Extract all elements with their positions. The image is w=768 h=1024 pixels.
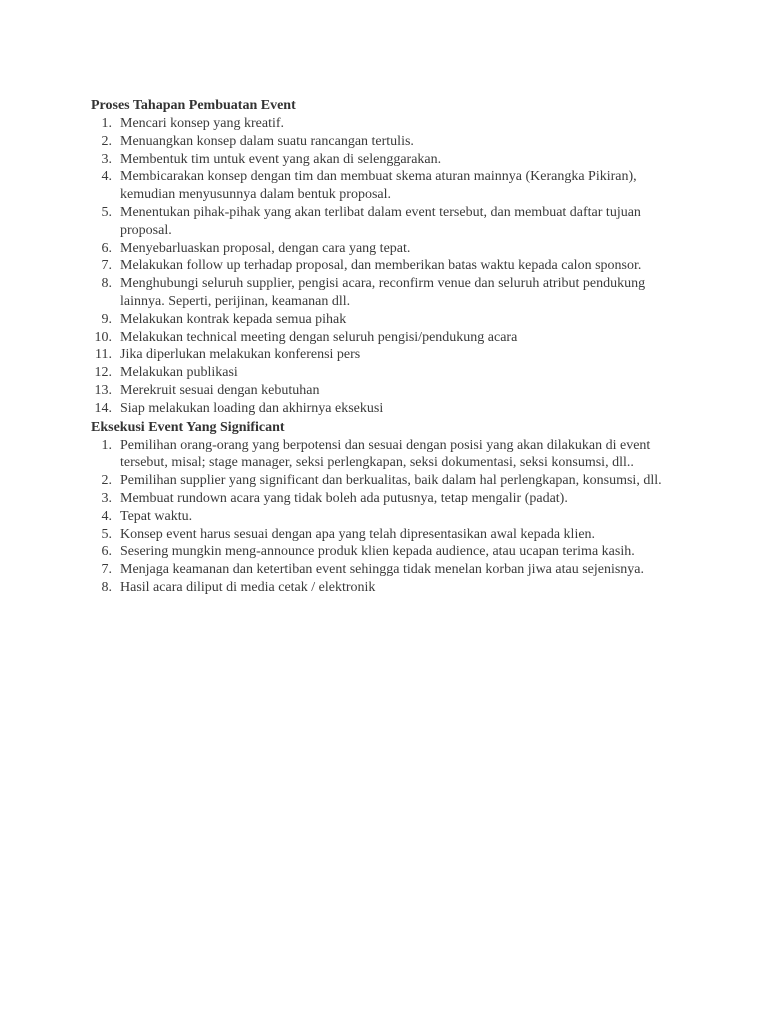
list-item xyxy=(91,240,691,258)
list-text: Merekruit sesuai dengan kebutuhan xyxy=(120,382,320,398)
document-page xyxy=(91,97,691,597)
list-number: 11. xyxy=(95,347,112,363)
list-number: 7. xyxy=(101,258,112,274)
list-item xyxy=(91,115,691,133)
list-number: 3. xyxy=(101,490,112,506)
list-text: Mencari konsep yang kreatif. xyxy=(120,116,285,131)
list-text: Menjaga keamanan dan ketertiban event sehingga tidak menelan korban jiwa atau sejenisnya. xyxy=(120,562,645,578)
list-text: Membentuk tim untuk event yang akan di selenggarakan. xyxy=(120,151,442,167)
list-number: 8. xyxy=(101,276,112,292)
list-number: 10. xyxy=(94,329,112,345)
list-number: 8. xyxy=(101,579,112,595)
list-text: Melakukan publikasi xyxy=(120,365,238,381)
list-item xyxy=(91,437,691,473)
list-number: 9. xyxy=(101,311,112,327)
list-text: Membuat rundown acara yang tidak boleh ada putusnya, tetap mengalir (padat). xyxy=(120,490,568,506)
list-number: 6. xyxy=(101,240,112,256)
list-text: Pemilihan supplier yang significant dan berkualitas, baik dalam hal perlengkapan, konsumsi, dll. xyxy=(120,473,662,489)
list-item xyxy=(91,382,691,400)
section-title-proses: Proses Tahapan Pembuatan Event xyxy=(91,98,296,113)
list-number: 13. xyxy=(94,382,112,398)
list-text: Melakukan kontrak kepada semua pihak xyxy=(120,311,347,327)
list-item xyxy=(91,311,691,329)
list-item xyxy=(91,490,691,508)
list-item xyxy=(91,151,691,169)
list-number: 1. xyxy=(101,116,112,131)
list-text: Konsep event harus sesuai dengan apa yang telah dipresentasikan awal kepada klien. xyxy=(120,526,596,542)
list-item xyxy=(91,329,691,347)
list-text: Sesering mungkin meng-announce produk klien kepada audience, atau ucapan terima kasih. xyxy=(120,544,635,560)
list-text: Menuangkan konsep dalam suatu rancangan tertulis. xyxy=(120,133,414,149)
list-item xyxy=(91,168,691,204)
list-text: Pemilihan orang-orang yang berpotensi dan sesuai dengan posisi yang akan dilakukan di event tersebut, misal; stage manager, seksi perlengkapan, seksi dokumentasi, seksi konsumsi, dll.. xyxy=(120,437,651,471)
list-number: 5. xyxy=(101,204,112,220)
list-number: 4. xyxy=(101,169,112,185)
list-item xyxy=(91,526,691,544)
list-text: Siap melakukan loading dan akhirnya eksekusi xyxy=(120,400,384,416)
list-item xyxy=(91,257,691,275)
section-title-eksekusi: Eksekusi Event Yang Significant xyxy=(91,419,285,435)
list-number: 3. xyxy=(101,151,112,167)
list-text: Tepat waktu. xyxy=(120,508,193,524)
list-text: Menghubungi seluruh supplier, pengisi acara, reconfirm venue dan seluruh atribut pendukung lainnya. Seperti, perijinan, keamanan dll. xyxy=(120,276,646,309)
list-item xyxy=(91,508,691,526)
list-item xyxy=(91,204,691,240)
list-number: 2. xyxy=(101,133,112,149)
list-text: Melakukan technical meeting dengan seluruh pengisi/pendukung acara xyxy=(120,329,518,345)
proses-list xyxy=(91,115,691,418)
list-item xyxy=(91,346,691,364)
list-item xyxy=(91,579,691,597)
list-text: Menyebarluaskan proposal, dengan cara yang tepat. xyxy=(120,240,411,256)
list-text: Jika diperlukan melakukan konferensi pers xyxy=(120,347,361,363)
list-item xyxy=(91,275,691,311)
list-number: 6. xyxy=(101,544,112,560)
list-item xyxy=(91,472,691,490)
list-number: 1. xyxy=(101,437,112,453)
eksekusi-list xyxy=(91,437,691,597)
list-number: 14. xyxy=(94,400,112,416)
list-number: 7. xyxy=(101,562,112,578)
list-item xyxy=(91,364,691,382)
list-item xyxy=(91,400,691,418)
list-number: 4. xyxy=(101,508,112,524)
list-text: Membicarakan konsep dengan tim dan membuat skema aturan mainnya (Kerangka Pikiran), kemudian menyusunnya dalam bentuk proposal. xyxy=(120,169,637,203)
list-item xyxy=(91,561,691,579)
list-text: Menentukan pihak-pihak yang akan terlibat dalam event tersebut, dan membuat daftar tujuan proposal. xyxy=(120,204,641,238)
list-item xyxy=(91,543,691,561)
list-number: 12. xyxy=(94,365,112,381)
list-number: 2. xyxy=(101,473,112,489)
list-text: Hasil acara diliput di media cetak / elektronik xyxy=(120,579,376,595)
list-text: Melakukan follow up terhadap proposal, dan memberikan batas waktu kepada calon sponsor. xyxy=(120,258,642,274)
list-item xyxy=(91,133,691,151)
list-number: 5. xyxy=(101,526,112,542)
